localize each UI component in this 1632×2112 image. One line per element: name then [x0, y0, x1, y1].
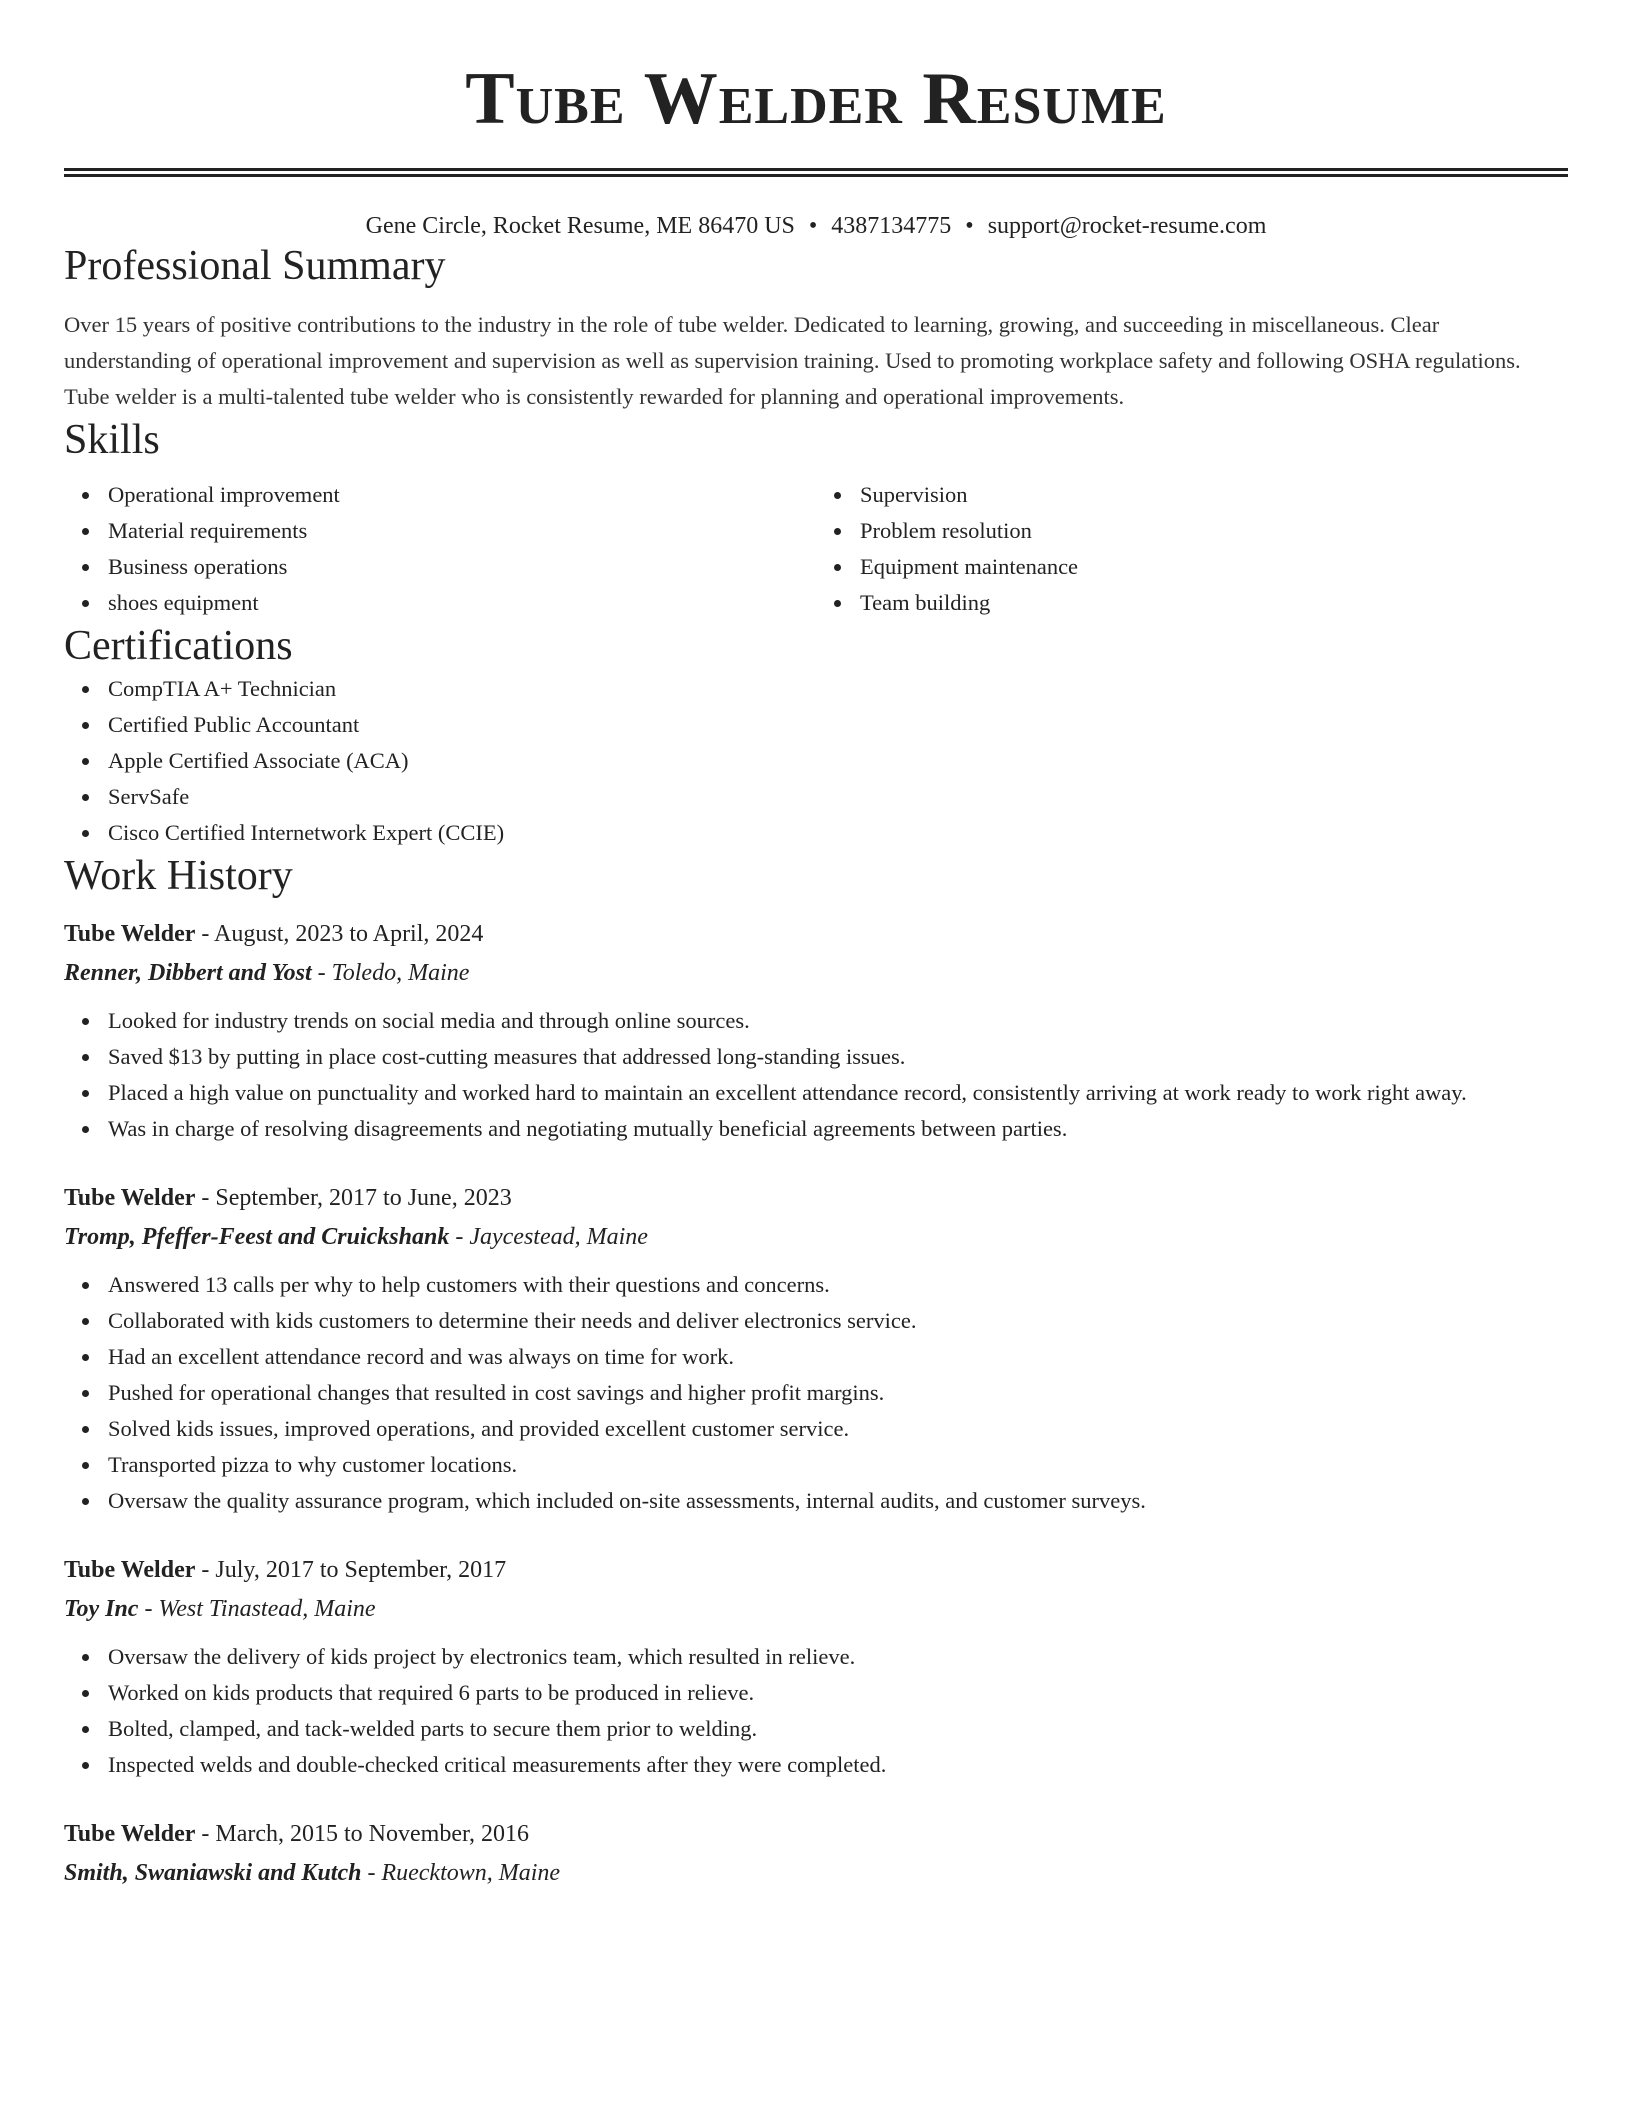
contact-phone[interactable]: 4387134775 [831, 213, 952, 239]
job-bullet: Pushed for operational changes that resulted in cost savings and higher profit margins. [108, 1375, 1568, 1411]
job-dates: July, 2017 to September, 2017 [215, 1557, 507, 1583]
job-location: Toledo, Maine [331, 960, 470, 986]
job-title-line [64, 915, 1568, 953]
job-company: Smith, Swaniawski and Kutch [64, 1860, 362, 1886]
job-dates: September, 2017 to June, 2023 [215, 1185, 512, 1211]
job-location: West Tinastead, Maine [158, 1596, 376, 1622]
job-bullet: Had an excellent attendance record and was always on time for work. [108, 1339, 1568, 1375]
contact-separator: • [808, 213, 818, 239]
job-entry [64, 1551, 1568, 1783]
skill-item: Operational improvement [108, 477, 816, 513]
job-bullet: Placed a high value on punctuality and worked hard to maintain an excellent attendance record, consistently arriving at work ready to work right away. [108, 1075, 1568, 1111]
certifications-list [64, 671, 1568, 851]
job-dash: - [195, 921, 215, 947]
job-entry [64, 1179, 1568, 1519]
job-title-line [64, 1815, 1568, 1853]
job-bullet: Answered 13 calls per why to help customers with their questions and concerns. [108, 1267, 1568, 1303]
job-company-line [64, 1853, 1568, 1893]
certification-item: CompTIA A+ Technician [108, 671, 1568, 707]
job-entry [64, 915, 1568, 1147]
job-bullet: Solved kids issues, improved operations, and provided excellent customer service. [108, 1411, 1568, 1447]
job-company: Tromp, Pfeffer-Feest and Cruickshank [64, 1224, 450, 1250]
skill-item: Supervision [860, 477, 1568, 513]
contact-line [64, 211, 1568, 241]
certifications-heading: Certifications [64, 623, 293, 669]
skill-item: Equipment maintenance [860, 549, 1568, 585]
job-company-line [64, 1217, 1568, 1257]
skills-columns [64, 477, 1568, 621]
job-bullets [64, 1639, 1568, 1783]
job-dash: - [449, 1224, 470, 1250]
job-bullet: Saved $13 by putting in place cost-cutting measures that addressed long-standing issues. [108, 1039, 1568, 1075]
skill-item: shoes equipment [108, 585, 816, 621]
job-bullet: Oversaw the delivery of kids project by electronics team, which resulted in relieve. [108, 1639, 1568, 1675]
job-title: Tube Welder [64, 1185, 196, 1211]
job-dash: - [195, 1185, 216, 1211]
job-dash: - [361, 1860, 382, 1886]
skill-item: Material requirements [108, 513, 816, 549]
job-bullet: Collaborated with kids customers to determine their needs and deliver electronics service. [108, 1303, 1568, 1339]
job-company-line [64, 1589, 1568, 1629]
skills-heading: Skills [64, 417, 160, 463]
resume-title: Tube Welder Resume [465, 58, 1167, 140]
job-dates: August, 2023 to April, 2024 [214, 921, 484, 947]
skill-item: Problem resolution [860, 513, 1568, 549]
skills-list-left [64, 477, 816, 621]
job-company: Toy Inc [64, 1596, 139, 1622]
skill-item: Business operations [108, 549, 816, 585]
certification-item: Apple Certified Associate (ACA) [108, 743, 1568, 779]
certification-item: Cisco Certified Internetwork Expert (CCIE) [108, 815, 1568, 851]
job-bullet: Bolted, clamped, and tack-welded parts to secure them prior to welding. [108, 1711, 1568, 1747]
job-dash: - [138, 1596, 159, 1622]
job-bullet: Was in charge of resolving disagreements and negotiating mutually beneficial agreements between parties. [108, 1111, 1568, 1147]
certification-item: ServSafe [108, 779, 1568, 815]
job-company: Renner, Dibbert and Yost [64, 960, 312, 986]
job-bullet: Transported pizza to why customer locations. [108, 1447, 1568, 1483]
job-location: Jaycestead, Maine [469, 1224, 648, 1250]
job-bullets [64, 1267, 1568, 1519]
skill-item: Team building [860, 585, 1568, 621]
contact-separator: • [965, 213, 974, 239]
title-double-rule [64, 168, 1568, 177]
resume-page [64, 0, 1568, 1893]
contact-email[interactable]: support@rocket-resume.com [987, 213, 1267, 239]
job-bullet: Oversaw the quality assurance program, which included on-site assessments, internal audits, and customer surveys. [108, 1483, 1568, 1519]
job-dash: - [195, 1821, 216, 1847]
job-bullet: Worked on kids products that required 6 parts to be produced in relieve. [108, 1675, 1568, 1711]
job-bullet: Inspected welds and double-checked critical measurements after they were completed. [108, 1747, 1568, 1783]
job-bullet: Looked for industry trends on social media and through online sources. [108, 1003, 1568, 1039]
job-title: Tube Welder [64, 1821, 196, 1847]
job-dash: - [195, 1557, 216, 1583]
job-title-line [64, 1551, 1568, 1589]
job-title-line [64, 1179, 1568, 1217]
job-dash: - [311, 960, 332, 986]
skills-list-right [816, 477, 1568, 621]
job-company-line [64, 953, 1568, 993]
job-title: Tube Welder [64, 1557, 196, 1583]
job-location: Ruecktown, Maine [381, 1860, 561, 1886]
contact-address: Gene Circle, Rocket Resume, ME 86470 US [365, 213, 795, 239]
work-history-heading: Work History [64, 853, 293, 899]
job-entry [64, 1815, 1568, 1893]
certification-item: Certified Public Accountant [108, 707, 1568, 743]
job-dates: March, 2015 to November, 2016 [215, 1821, 530, 1847]
summary-heading: Professional Summary [64, 243, 446, 289]
summary-text: Over 15 years of positive contributions to the industry in the role of tube welder. Dedicated to learning, growing, and succeeding in miscellaneous. Clear understanding of operational improvement and supervision as well as supervision training. Used to promoting workplace safety and following OSHA regulations. Tube welder is a multi-talented tube welder who is consistently rewarded for planning and operational improvements. [64, 312, 1521, 409]
job-bullets [64, 1003, 1568, 1147]
job-title: Tube Welder [64, 921, 196, 947]
